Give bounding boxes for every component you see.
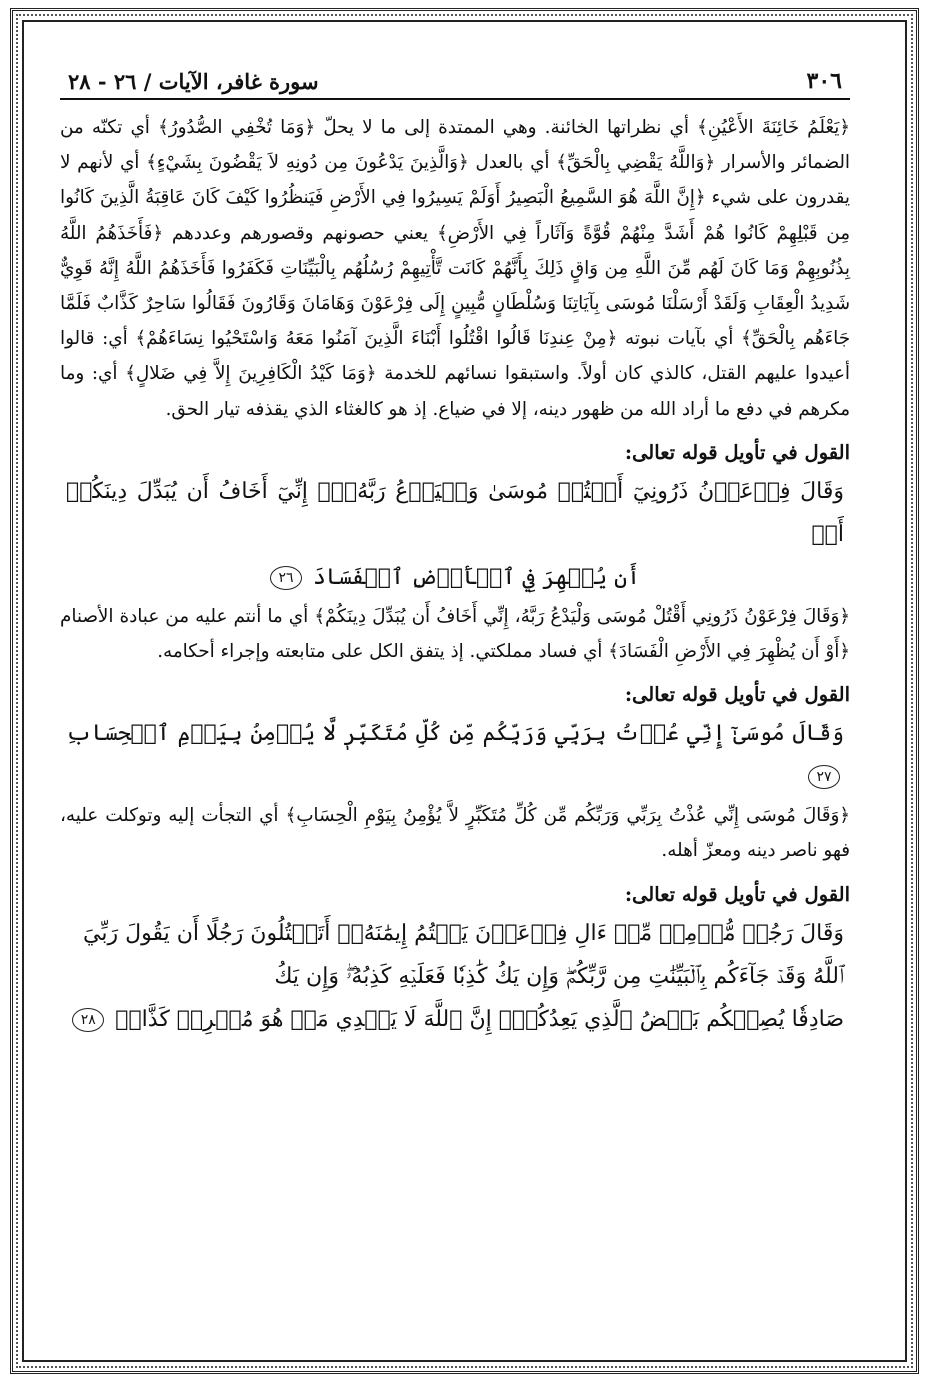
- ayah-28-line-3-text: صَادِقٗا يُصِبۡكُم بَعۡضُ ٱلَّذِي يَعِدُكُمۡۖ إِنَّ ٱللَّهَ لَا يَهۡدِي مَنۡ هُوَ مُسۡرِفٞ كَذَّابٞ: [115, 1006, 844, 1032]
- ayah-28-line-2: ٱللَّهُ وَقَدۡ جَآءَكُم بِٱلۡبَيِّنَٰتِ مِن رَّبِّكُمۡۖ وَإِن يَكُ كَٰذِبٗا فَعَلَيۡهِ كَذِبُهُۥۖ وَإِن يَكُ: [274, 963, 844, 989]
- ayah-26-line-2: [60, 556, 850, 599]
- page-body: [60, 110, 850, 1041]
- ayah-26-line-2-text: أَن يُظۡهِرَ فِي ٱلۡأَرۡضِ ٱلۡفَسَادَ: [313, 564, 640, 590]
- page-number: ٣٠٦: [806, 68, 842, 94]
- tafsir-paragraph-1: ﴿يَعْلَمُ خَائِنَةَ الأَعْيُنِ﴾ أي نظراتها الخائنة. وهي الممتدة إلى ما لا يحلّ ﴿وَمَا تُخْفِي الصُّدُورُ﴾ أي تكنّه من الضمائر والأسرار ﴿وَاللَّهُ يَقْضِي بِالْحَقِّ﴾ أي بالعدل ﴿وَالَّذِينَ يَدْعُونَ مِن دُونِهِ لاَ يَقْضُونَ بِشَيْءٍ﴾ أي لأنهم لا يقدرون على شيء ﴿إِنَّ اللَّهَ هُوَ السَّمِيعُ الْبَصِيرُ أَوَلَمْ يَسِيرُوا فِي الأَرْضِ فَيَنظُرُوا كَيْفَ كَانَ عَاقِبَةُ الَّذِينَ كَانُوا مِن قَبْلِهِمْ كَانُوا هُمْ أَشَدَّ مِنْهُمْ قُوَّةً وَآثَاراً فِي الأَرْضِ﴾ يعني حصونهم وقصورهم وعددهم ﴿فَأَخَذَهُمُ اللَّهُ بِذُنُوبِهِمْ وَمَا كَانَ لَهُم مِّنَ اللَّهِ مِن وَاقٍ ذَلِكَ بِأَنَّهُمْ كَانَت تَّأْتِيهِمْ رُسُلُهُم بِالْبَيِّنَاتِ فَكَفَرُوا فَأَخَذَهُمُ اللَّهُ إِنَّهُ قَوِيٌّ شَدِيدُ الْعِقَابِ وَلَقَدْ أَرْسَلْنَا مُوسَى بِآيَاتِنَا وَسُلْطَانٍ مُّبِينٍ إِلَى فِرْعَوْنَ وَهَامَانَ وَقَارُونَ فَقَالُوا سَاحِرٌ كَذَّابٌ فَلَمَّا جَاءَهُم بِالْحَقِّ﴾ أي بآيات نبوته ﴿مِنْ عِندِنَا قَالُوا اقْتُلُوا أَبْنَاءَ الَّذِينَ آمَنُوا مَعَهُ وَاسْتَحْيُوا نِسَاءَهُمْ﴾ أي: قالوا أعيدوا عليهم القتل، كالذي كان أولاً. واستبقوا نسائهم للخدمة ﴿وَمَا كَيْدُ الْكَافِرِينَ إِلاَّ فِي ضَلالٍ﴾ أي: وما مكرهم في دفع ما أراد الله من ظهور دينه، إلا في ضياع. إذ هو كالغثاء الذي يقذفه تيار الحق.: [60, 117, 850, 420]
- tafsir-paragraph-26: ﴿وَقَالَ فِرْعَوْنُ ذَرُونِي أَقْتُلْ مُوسَى وَلْيَدْعُ رَبَّهُ، إِنِّي أَخَافُ أَن يُبَدِّلَ دِينَكُمْ﴾ أي ما أنتم عليه من عبادة الأصنام ﴿أَوْ أَن يُظْهِرَ فِي الأَرْضِ الْفَسَادَ﴾ أي فساد مملكتي. إذ يتفق الكل على متابعته وإجراء أحكامه.: [60, 605, 850, 663]
- section-heading-26: القول في تأويل قوله تعالى:: [624, 440, 850, 464]
- ayah-28-line-1: وَقَالَ رَجُلٞ مُّؤۡمِنٞ مِّنۡ ءَالِ فِرۡعَوۡنَ يَكۡتُمُ إِيمَٰنَهُۥٓ أَتَقۡتُلُونَ رَجُلًا أَن يَقُولَ رَبِّيَ: [83, 920, 844, 946]
- ayah-27-line-1-text: وَقَالَ مُوسَىٰٓ إِنِّي عُذۡتُ بِرَبِّي وَرَبِّكُم مِّن كُلِّ مُتَكَبِّرٖ لَّا يُؤۡمِنُ بِيَوۡمِ ٱلۡحِسَابِ: [66, 721, 844, 747]
- page-content: [60, 58, 850, 1041]
- section-heading-28: القول في تأويل قوله تعالى:: [624, 882, 850, 906]
- ayah-28-line-3: [60, 998, 850, 1041]
- ayah-number-27: ٢٧: [808, 765, 840, 789]
- ayah-number-28: ٢٨: [72, 1008, 104, 1032]
- tafsir-paragraph-27: ﴿وَقَالَ مُوسَى إِنِّي عُذْتُ بِرَبِّي وَرَبِّكُم مِّن كُلِّ مُتَكَبِّرٍ لاَّ يُؤْمِنُ بِيَوْمِ الْحِسَابِ﴾ أي التجأت إليه وتوكلت عليه، فهو ناصر دينه ومعزّ أهله.: [60, 805, 850, 862]
- ayah-26-line-1: وَقَالَ فِرۡعَوۡنُ ذَرُونِيٓ أَقۡتُلۡ مُوسَىٰ وَلۡيَدۡعُ رَبَّهُۥٓۖ إِنِّيٓ أَخَافُ أَن يُبَدِّلَ دِينَكُمۡ أَوۡ: [66, 478, 844, 547]
- surah-title: سورة غافر، الآيات / ٢٦ - ٢٨: [68, 69, 319, 94]
- ayah-number-26: ٢٦: [270, 566, 302, 590]
- ayah-27-line-1: [60, 712, 850, 798]
- section-heading-27: القول في تأويل قوله تعالى:: [624, 683, 850, 707]
- running-header: [60, 58, 850, 100]
